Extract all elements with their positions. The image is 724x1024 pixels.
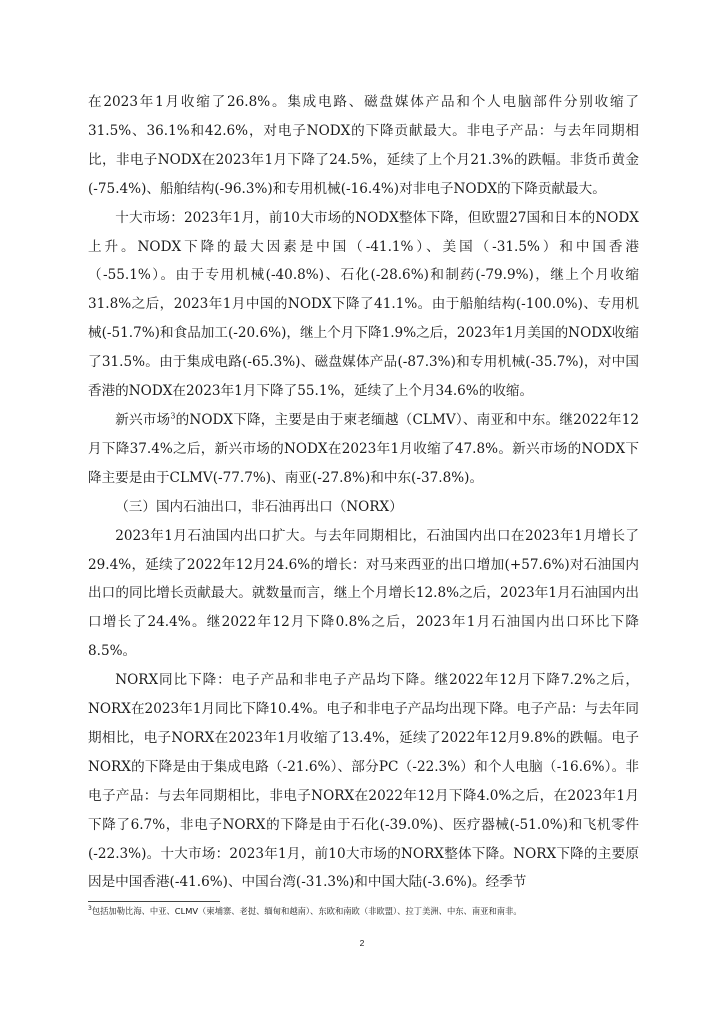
footnote-reference[interactable]: 3 [170, 411, 176, 421]
footnote-divider [88, 901, 220, 902]
document-body [88, 88, 639, 897]
paragraph-oil-exports: 2023年1月石油国内出口扩大。与去年同期相比，石油国内出口在2023年1月增长了29.4%，延续了2022年12月24.6%的增长：对马来西亚的出口增加(+57.6%)对石油国内出口的同比增长贡献最大。就数量而言，继上个月增长12.8%之后，2023年1月石油国内出口增长了24.4%。继2022年12月下降0.8%之后，2023年1月石油国内出口环比下降8.5%。 [88, 527, 639, 660]
paragraph-top-ten-markets: 十大市场：2023年1月，前10大市场的NODX整体下降，但欧盟27国和日本的NODX上升。NODX下降的最大因素是中国（-41.1%）、美国（-31.5%）和中国香港（-55.1%）。由于专用机械(-40.8%)、石化(-28.6%)和制药(-79.9%)，继上个月收缩31.8%之后，2023年1月中国的NODX下降了41.1%。由于船舶结构(-100.0%)、专用机械(-51.7%)和食品加工(-20.6%)，继上个月下降1.9%之后，2023年1月美国的NODX收缩了31.5%。由于集成电路(-65.3%)、磁盘媒体产品(-87.3%)和专用机械(-35.7%)，对中国香港的NODX在2023年1月下降了55.1%，延续了上个月34.6%的收缩。 [88, 209, 639, 400]
page-number: 2 [359, 938, 365, 948]
section-heading: （三）国内石油出口，非石油再出口（NORX） [115, 498, 403, 515]
paragraph-emerging-markets [88, 406, 639, 493]
paragraph-electronics-continuation: 在2023年1月收缩了26.8%。集成电路、磁盘媒体产品和个人电脑部件分别收缩了31.5%、36.1%和42.6%，对电子NODX的下降贡献最大。非电子产品：与去年同期相比，非电子NODX在2023年1月下降了24.5%，延续了上个月21.3%的跌幅。非货币黄金(-75.4%)、船舶结构(-96.3%)和专用机械(-16.4%)对非电子NODX的下降贡献最大。 [88, 94, 639, 197]
paragraph-norx: NORX同比下降：电子产品和非电子产品均下降。继2022年12月下降7.2%之后，NORX在2023年1月同比下降10.4%。电子和非电子产品均出现下降。电子产品：与去年同期相比，电子NORX在2023年1月收缩了13.4%，延续了2022年12月9.8%的跌幅。电子NORX的下降是由于集成电路（-21.6%）、部分PC（-22.3%）和个人电脑（-16.6%）。非电子产品：与去年同期相比，非电子NORX在2022年12月下降4.0%之后，在2023年1月下降了6.7%，非电子NORX的下降是由于石化(-39.0%)、医疗器械(-51.0%)和飞机零件(-22.3%)。十大市场：2023年1月，前10大市场的NORX整体下降。NORX下降的主要原因是中国香港(-41.6%)、中国台湾(-31.3%)和中国大陆(-3.6%)。经季节 [88, 672, 639, 891]
footnote-marker: 3 [88, 905, 92, 913]
footnote-text: 包括加勒比海、中亚、CLMV（柬埔寨、老挝、缅甸和越南）、东欧和南欧（非欧盟）、拉丁美洲、中东、南亚和南非。 [91, 906, 522, 916]
emerging-markets-text: 的NODX下降，主要是由于柬老缅越（CLMV）、南亚和中东。继2022年12月下降37.4%之后，新兴市场的NODX在2023年1月收缩了47.8%。新兴市场的NODX下降主要是由于CLMV(-77.7%)、南亚(-27.8%)和中东(-37.8%)。 [88, 411, 639, 486]
emerging-markets-lead: 新兴市场 [115, 411, 171, 428]
footnote [88, 905, 639, 918]
